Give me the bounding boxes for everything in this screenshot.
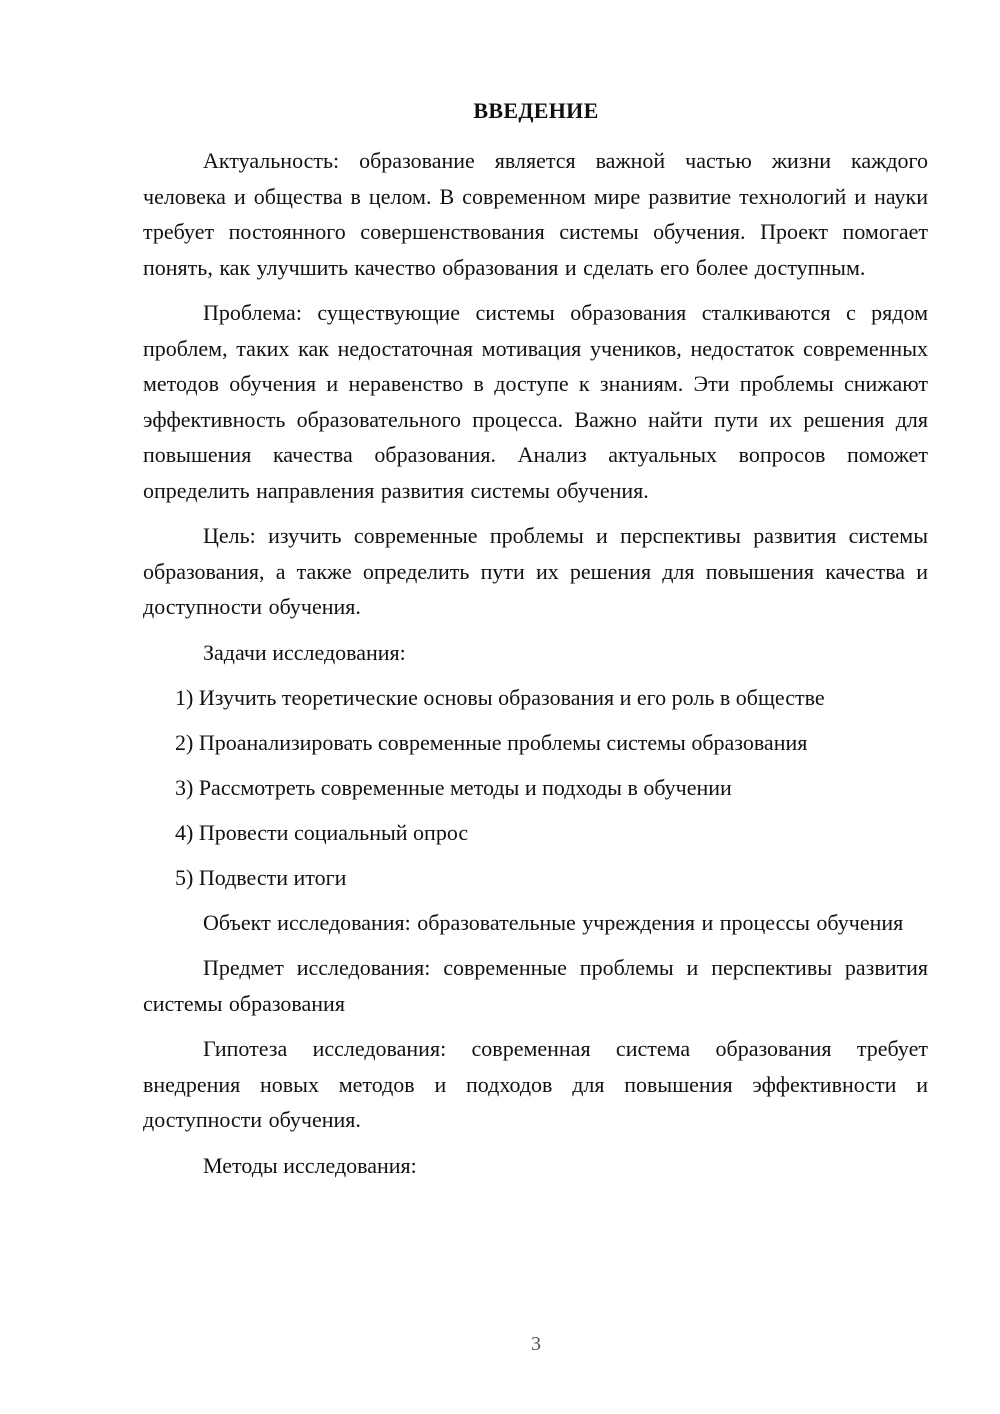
paragraph-object: Объект исследования: образовательные учреждения и процессы обучения <box>203 909 904 935</box>
list-item: 1) Изучить теоретические основы образования и его роль в обществе <box>175 684 825 710</box>
page-heading: ВВЕДЕНИЕ <box>473 98 599 123</box>
paragraph-goal: Цель: изучить современные проблемы и перспективы развития системы образования, а также определить пути их решения для повышения качества и доступности обучения. <box>143 523 928 619</box>
page-number: 3 <box>531 1333 541 1355</box>
paragraph-relevance: Актуальность: образование является важной частью жизни каждого человека и общества в целом. В современном мире развитие технологий и науки требует постоянного совершенствования системы обучения. Проект помогает понять, как улучшить качество образования и сделать его более доступным. <box>143 148 928 280</box>
methods-label: Методы исследования: <box>203 1152 417 1178</box>
list-item: 4) Провести социальный опрос <box>175 819 469 845</box>
tasks-label: Задачи исследования: <box>203 639 406 665</box>
list-item: 5) Подвести итоги <box>175 864 347 890</box>
paragraph-subject: Предмет исследования: современные проблемы и перспективы развития системы образования <box>143 955 928 1016</box>
document-body <box>143 143 928 1183</box>
list-item: 3) Рассмотреть современные методы и подходы в обучении <box>175 774 732 800</box>
list-item: 2) Проанализировать современные проблемы системы образования <box>175 729 808 755</box>
tasks-list <box>143 680 928 896</box>
paragraph-hypothesis: Гипотеза исследования: современная система образования требует внедрения новых методов и подходов для повышения эффективности и доступности обучения. <box>143 1036 928 1132</box>
paragraph-problem: Проблема: существующие системы образования сталкиваются с рядом проблем, таких как недостаточная мотивация учеников, недостаток современных методов обучения и неравенство в доступе к знаниям. Эти проблемы снижают эффективность образовательного процесса. Важно найти пути их решения для повышения качества образования. Анализ актуальных вопросов поможет определить направления развития системы обучения. <box>143 300 928 503</box>
